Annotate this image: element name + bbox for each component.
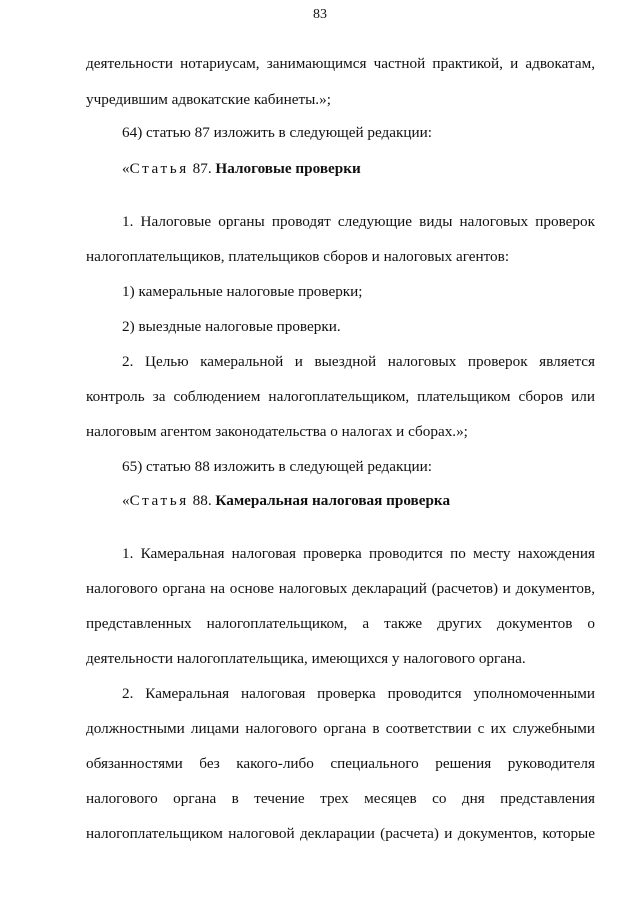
text-line: налогоплательщиком налоговой декларации (расчета) и документов, которые — [86, 825, 595, 842]
text-line: 64) статью 87 изложить в следующей редакции: — [122, 124, 432, 141]
text-line: 1. Камеральная налоговая проверка проводится по месту нахождения — [122, 545, 595, 562]
article-number: 88. — [188, 492, 216, 509]
text-line: 2. Камеральная налоговая проверка проводится уполномоченными — [122, 685, 595, 702]
text-line: учредившим адвокатские кабинеты.»; — [86, 91, 331, 108]
text-line: 2. Целью камеральной и выездной налоговых проверок является — [122, 353, 595, 370]
text-line: 65) статью 88 изложить в следующей редакции: — [122, 458, 432, 475]
article-title: Налоговые проверки — [215, 160, 361, 177]
article-title: Камеральная налоговая проверка — [215, 492, 451, 509]
text-line: деятельности налогоплательщика, имеющихся у налогового органа. — [86, 650, 526, 667]
text-line: деятельности нотариусам, занимающимся частной практикой, и адвокатам, — [86, 55, 595, 72]
text-line: налогоплательщиков, плательщиков сборов и налоговых агентов: — [86, 248, 510, 265]
text-line: обязанностями без какого-либо специального решения руководителя — [86, 755, 595, 772]
article-word: Статья — [129, 492, 189, 509]
text-line: представленных налогоплательщиком, а также других документов о — [86, 615, 595, 632]
list-item: 1) камеральные налоговые проверки; — [122, 283, 363, 300]
article-word: Статья — [129, 160, 189, 177]
text-line: налоговым агентом законодательства о налогах и сборах.»; — [86, 423, 468, 440]
article-88-heading — [122, 492, 450, 510]
article-open-quote: « — [122, 492, 130, 509]
text-line: должностными лицами налогового органа в соответствии с их служебными — [86, 720, 595, 737]
article-87-heading — [122, 160, 361, 178]
article-open-quote: « — [122, 160, 130, 177]
page-number: 83 — [313, 7, 327, 22]
text-line: контроль за соблюдением налогоплательщиком, плательщиком сборов или — [86, 388, 595, 405]
article-number: 87. — [188, 160, 216, 177]
text-line: 1. Налоговые органы проводят следующие виды налоговых проверок — [122, 213, 595, 230]
text-line: налогового органа в течение трех месяцев со дня представления — [86, 790, 595, 807]
text-line: налогового органа на основе налоговых деклараций (расчетов) и документов, — [86, 580, 595, 597]
list-item: 2) выездные налоговые проверки. — [122, 318, 341, 335]
